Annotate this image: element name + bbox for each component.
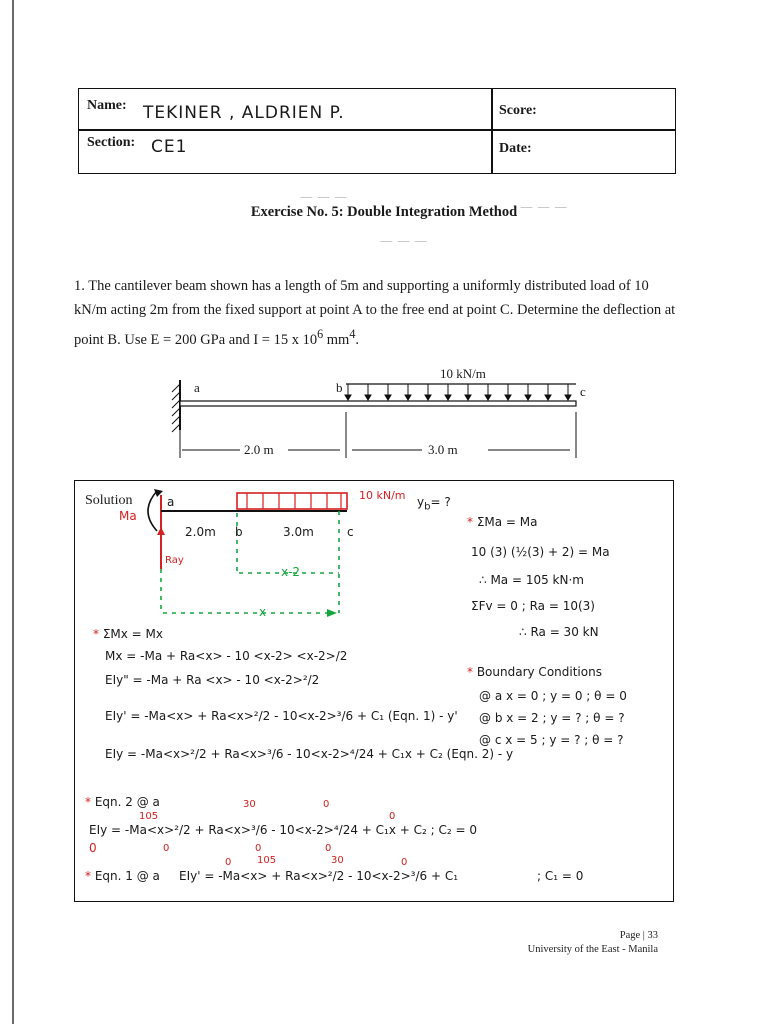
moment-result: ∴ Ma = 105 kN·m (479, 573, 584, 587)
eqn-2-heading-text: Eqn. 2 @ a (94, 795, 160, 809)
red-star-icon: * (467, 515, 477, 529)
bc-point-b: @ b x = 2 ; y = ? ; θ = ? (479, 711, 625, 725)
yb-subscript: b (424, 501, 431, 513)
bleed-through-mark: — — — (300, 190, 348, 205)
distributed-load-box (237, 493, 347, 509)
problem-statement (74, 274, 678, 352)
fbd-dim-1: 2.0m (185, 525, 216, 539)
unit-text: mm (323, 331, 350, 348)
point-c-label: c (580, 384, 586, 399)
exponent: 4 (349, 327, 356, 341)
dimension-bc-label: 3.0 m (428, 442, 458, 457)
substitution-mark: 0 (163, 843, 170, 854)
bleed-through-mark: — — — (520, 200, 568, 215)
period: . (355, 331, 360, 348)
moment-arrow (148, 491, 157, 531)
eqn-1-heading-text: Eqn. 1 @ a (94, 869, 160, 883)
sum-mx-text: ΣMx = Mx (102, 627, 164, 641)
dimension-lines (180, 412, 576, 458)
eqn-1-heading (85, 869, 160, 883)
fbd-point-a: a (167, 495, 175, 509)
substitution-mark: 0 (325, 843, 332, 854)
name-label: Name: (87, 98, 127, 113)
deflection-eq: EIy = -Ma<x>²/2 + Ra<x>³/6 - 10<x-2>⁴/24 + C₁x + C₂ (Eqn. 2) - y (105, 747, 514, 761)
moment-calc: 10 (3) (½(3) + 2) = Ma (471, 545, 610, 559)
eqn-2-heading (85, 795, 160, 809)
name-value: TEKINER , ALDRIEN P. (143, 103, 345, 123)
fixed-support-hatching (172, 384, 180, 432)
red-star-icon: * (85, 795, 95, 809)
sum-forces-eq: ΣFv = 0 ; Ra = 10(3) (471, 599, 595, 613)
beam (180, 401, 576, 406)
substitution-mark: 0 (255, 843, 262, 854)
score-label: Score: (499, 103, 537, 118)
boundary-conditions-text: Boundary Conditions (476, 665, 602, 679)
sum-mx-eq (93, 627, 163, 641)
substitution-mark: 105 (139, 811, 159, 822)
red-star-icon: * (467, 665, 477, 679)
sum-moments-text: ΣMa = Ma (476, 515, 538, 529)
fbd-load-label: 10 kN/m (359, 489, 406, 502)
reaction-result: ∴ Ra = 30 kN (519, 625, 599, 639)
page-number: Page | 33 (619, 930, 658, 941)
substitution-mark: 0 (389, 811, 396, 822)
eqn-2-evaluation: EIy = -Ma<x>²/2 + Ra<x>³/6 - 10<x-2>⁴/24 + C₁x + C₂ ; C₂ = 0 (89, 823, 478, 837)
substitution-mark: 0 (89, 841, 97, 855)
cantilever-beam-figure (160, 360, 600, 460)
sum-moments-eq (467, 515, 538, 529)
point-a-label: a (194, 380, 200, 395)
substitution-mark: 0 (323, 799, 330, 810)
red-star-icon: * (85, 869, 95, 883)
bc-point-a: @ a x = 0 ; y = 0 ; θ = 0 (479, 689, 627, 703)
fbd-reaction-label: Ray (165, 555, 184, 566)
distributed-load-arrows (345, 384, 571, 400)
point-b-label: b (336, 380, 343, 395)
fbd-ma-label: Ma (119, 509, 137, 523)
fbd-dim-2: 3.0m (283, 525, 314, 539)
load-label: 10 kN/m (440, 366, 486, 381)
yb-equals: = ? (430, 495, 451, 509)
table-row-divider (79, 129, 675, 131)
fbd-point-c: c (347, 525, 354, 539)
fbd-section-x-minus-2: x-2 (281, 565, 301, 579)
slope-eq: EIy' = -Ma<x> + Ra<x>²/2 - 10<x-2>³/6 + C₁ (Eqn. 1) - y' (105, 709, 458, 723)
bleed-through-mark: — — — (380, 234, 428, 249)
student-info-table (78, 88, 676, 174)
problem-text: 1. The cantilever beam shown has a length of 5m and supporting a uniformly distributed load of 10 kN/m acting 2m from the fixed support at point A to the free end at point C. Determine the deflection at point B. Use E = 200 GPa and I = 15 x 10 (74, 278, 676, 348)
date-label: Date: (499, 141, 532, 156)
c1-result: ; C₁ = 0 (537, 869, 584, 883)
second-derivative-eq: EIy" = -Ma + Ra <x> - 10 <x-2>²/2 (105, 673, 320, 687)
eqn-1-evaluation: EIy' = -Ma<x> + Ra<x>²/2 - 10<x-2>³/6 + C₁ (179, 869, 459, 883)
fbd-point-b: b (235, 525, 243, 539)
exponent: 6 (317, 327, 324, 341)
substitution-mark: 30 (243, 799, 256, 810)
section-arrowhead (327, 609, 337, 617)
exercise-title: Exercise No. 5: Double Integration Method (250, 204, 518, 220)
substitution-mark: 30 (331, 855, 344, 866)
substitution-mark: 0 (225, 857, 232, 868)
page-edge (12, 0, 14, 1024)
load-arrows (247, 493, 341, 509)
boundary-conditions-heading (467, 665, 602, 679)
yb-symbol: y (417, 495, 425, 509)
university-name: University of the East - Manila (527, 944, 658, 955)
red-star-icon: * (93, 627, 103, 641)
fbd-section-x: x (259, 605, 267, 619)
reaction-arrowhead (157, 527, 165, 535)
beam-diagram (160, 360, 600, 460)
section-label: Section: (87, 135, 136, 150)
dimension-ab-label: 2.0 m (244, 442, 274, 457)
table-column-divider (491, 89, 493, 173)
substitution-mark: 0 (401, 857, 408, 868)
mx-expression: Mx = -Ma + Ra<x> - 10 <x-2> <x-2>/2 (105, 649, 348, 663)
solution-label: Solution (85, 493, 133, 508)
fbd-yb-query (417, 495, 451, 512)
solution-box (74, 480, 674, 902)
section-value: CE1 (151, 137, 188, 157)
bc-point-c: @ c x = 5 ; y = ? ; θ = ? (479, 733, 624, 747)
substitution-mark: 105 (257, 855, 277, 866)
